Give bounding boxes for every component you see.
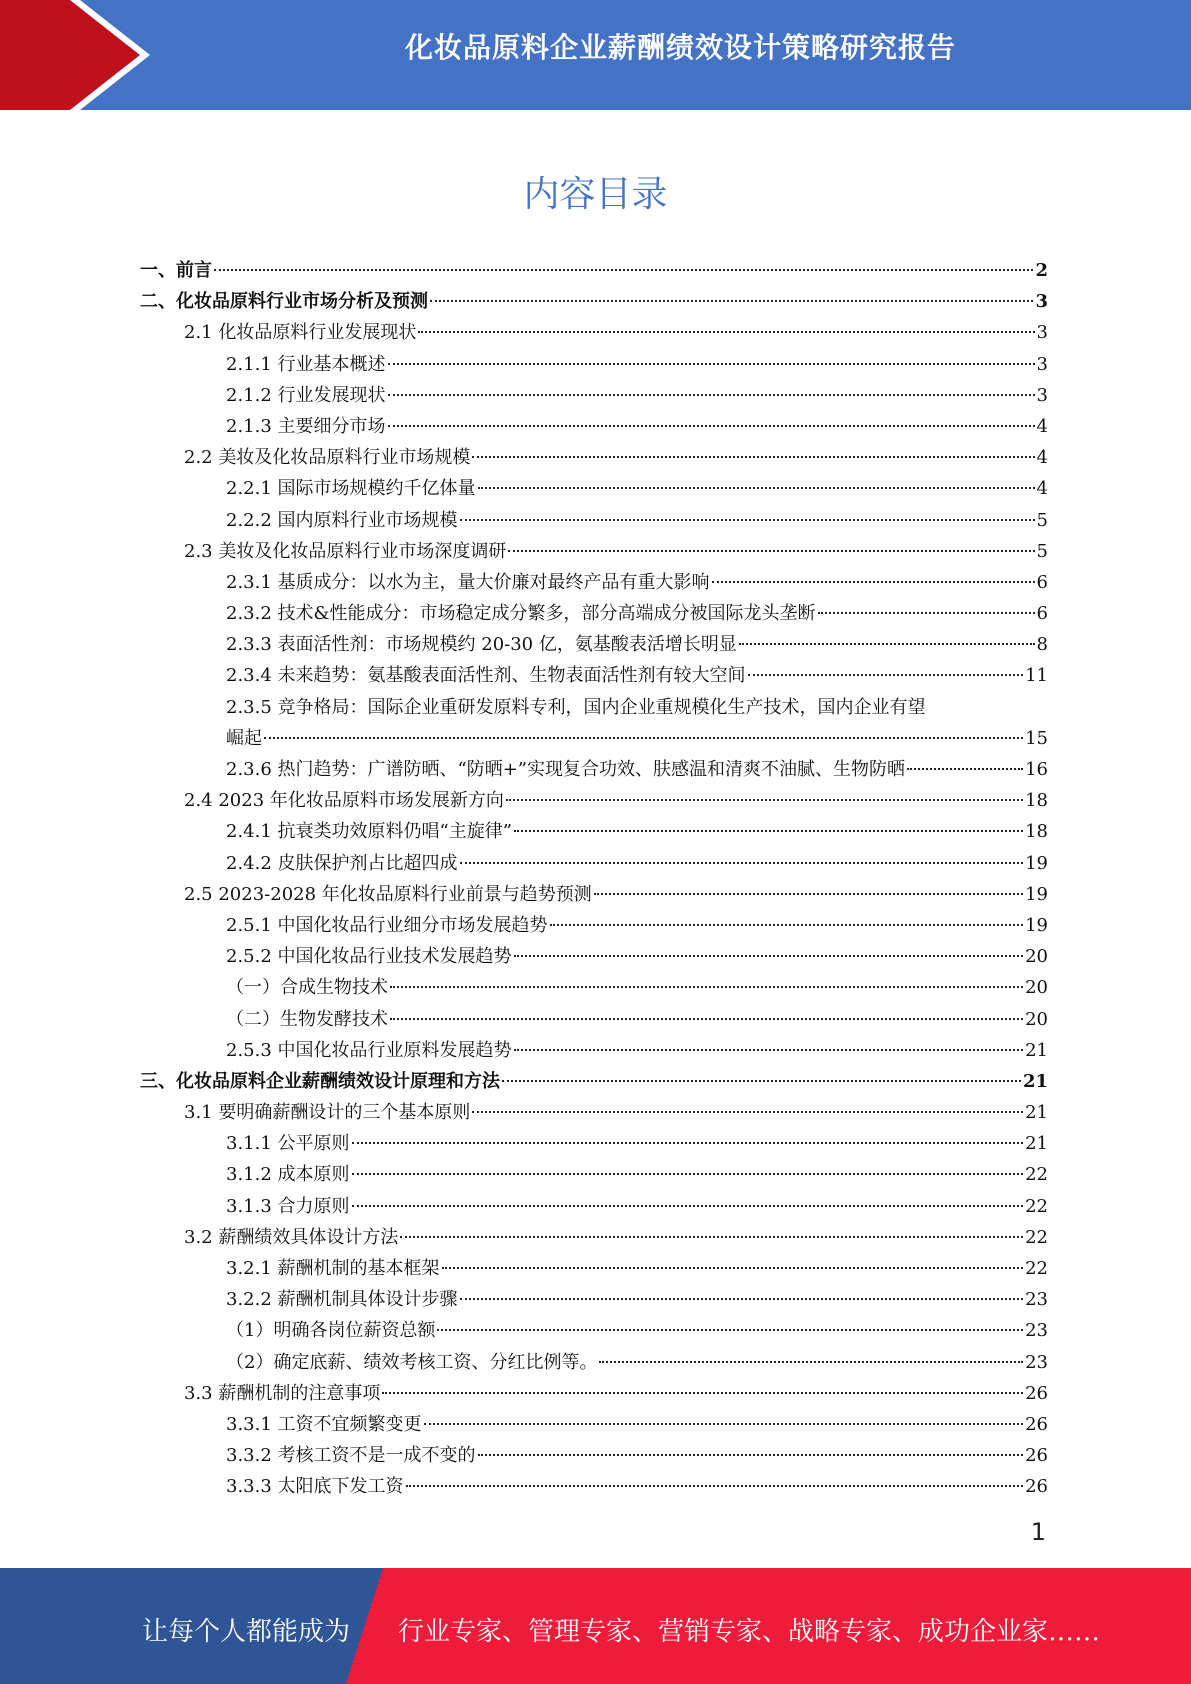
toc-entry-label: 3.3.2 考核工资不是一成不变的 — [226, 1445, 476, 1467]
toc-entry-label: 2.2.2 国内原料行业市场规模 — [226, 509, 458, 531]
toc-entry-page: 16 — [1025, 759, 1048, 780]
dot-leader — [502, 1080, 1021, 1082]
toc-entry-label: 3.1.1 公平原则 — [226, 1133, 350, 1155]
toc-entry-label: 2.1.1 行业基本概述 — [226, 353, 386, 375]
toc-entry[interactable] — [140, 660, 1048, 691]
toc-entry-page: 21 — [1025, 1102, 1048, 1124]
toc-entry-label: 2.5.3 中国化妆品行业原料发展趋势 — [226, 1039, 512, 1061]
toc-entry[interactable] — [140, 1471, 1048, 1502]
toc-entry-page: 23 — [1025, 1289, 1048, 1311]
toc-entry-page: 20 — [1025, 977, 1048, 999]
toc-entry[interactable] — [140, 255, 1048, 286]
toc-entry[interactable] — [140, 286, 1048, 317]
toc-entry[interactable] — [140, 848, 1048, 879]
toc-entry-label: 2.3.1 基质成分：以水为主，量大价廉对最终产品有重大影响 — [226, 571, 710, 593]
toc-entry[interactable] — [140, 1253, 1048, 1284]
dot-leader — [390, 1018, 1023, 1020]
dot-leader — [442, 1267, 1024, 1269]
toc-entry[interactable] — [140, 1222, 1048, 1253]
toc-entry[interactable] — [140, 785, 1048, 816]
dot-leader — [472, 1111, 1023, 1113]
toc-entry-label: 一、前言 — [140, 260, 212, 281]
dot-leader — [712, 581, 1035, 583]
toc-entry-label: 2.1 化妆品原料行业发展现状 — [184, 322, 417, 344]
toc-entry-page: 22 — [1025, 1226, 1048, 1248]
toc-entry-page: 18 — [1025, 821, 1048, 843]
dot-leader — [352, 1205, 1024, 1207]
dot-leader — [514, 830, 1023, 832]
toc-entry[interactable] — [140, 1284, 1048, 1315]
toc-entry-page: 23 — [1025, 1351, 1048, 1373]
toc-entry-label: 2.4.2 皮肤保护剂占比超四成 — [226, 852, 458, 874]
dot-leader — [506, 799, 1023, 801]
dot-leader — [214, 269, 1033, 271]
toc-entry-label: 2.2.1 国际市场规模约千亿体量 — [226, 478, 476, 500]
toc-entry[interactable] — [140, 723, 1048, 754]
dot-leader — [390, 986, 1023, 988]
header-banner — [0, 0, 1191, 110]
toc-entry-label: 2.3 美妆及化妆品原料行业市场深度调研 — [184, 540, 507, 562]
toc-entry[interactable] — [140, 380, 1048, 411]
toc-entry-page: 22 — [1025, 1258, 1048, 1279]
toc-entry-page: 19 — [1025, 883, 1048, 905]
toc-entry-label: 3.1 要明确薪酬设计的三个基本原则 — [184, 1102, 471, 1124]
toc-entry-label: 二、化妆品原料行业市场分析及预测 — [140, 291, 428, 313]
toc-entry-label: 3.2.2 薪酬机制具体设计步骤 — [226, 1289, 458, 1311]
dot-leader — [352, 1173, 1024, 1175]
toc-entry[interactable] — [140, 754, 1048, 785]
toc-entry-label: 三、化妆品原料企业薪酬绩效设计原理和方法 — [140, 1070, 500, 1092]
dot-leader — [460, 1298, 1024, 1300]
toc-entry-page: 19 — [1025, 914, 1048, 936]
toc-entry-label: 2.2 美妆及化妆品原料行业市场规模 — [184, 447, 471, 469]
toc-entry-label: 2.5 2023-2028 年化妆品原料行业前景与趋势预测 — [184, 883, 592, 905]
toc-entry-page: 8 — [1036, 634, 1048, 656]
dot-leader — [599, 1361, 1023, 1363]
toc-entry[interactable] — [140, 473, 1048, 504]
toc-entry[interactable] — [140, 1004, 1048, 1035]
dot-leader — [418, 331, 1034, 333]
toc-entry[interactable] — [140, 442, 1048, 473]
toc-entry[interactable] — [140, 1066, 1048, 1097]
dot-leader — [472, 456, 1034, 458]
toc-entry[interactable] — [140, 1159, 1048, 1190]
toc-entry-label: 3.2.1 薪酬机制的基本框架 — [226, 1258, 440, 1279]
dot-leader — [514, 1049, 1024, 1051]
toc-entry-label: 2.3.3 表面活性剂：市场规模约 20-30 亿，氨基酸表活增长明显 — [226, 634, 737, 656]
toc-entry-page: 21 — [1022, 1070, 1048, 1092]
toc-entry[interactable] — [140, 941, 1048, 972]
dot-leader — [748, 674, 1024, 676]
table-of-contents — [140, 255, 1048, 1503]
toc-entry-label: 3.2 薪酬绩效具体设计方法 — [184, 1226, 399, 1248]
toc-entry[interactable] — [140, 567, 1048, 598]
page-number: 1 — [1030, 1518, 1046, 1546]
toc-entry-page: 19 — [1025, 852, 1048, 874]
toc-entry-page: 22 — [1025, 1195, 1048, 1217]
toc-entry[interactable] — [140, 1097, 1048, 1128]
toc-entry[interactable] — [140, 629, 1048, 660]
toc-entry-page: 5 — [1036, 509, 1048, 531]
toc-entry-page: 3 — [1036, 322, 1048, 344]
toc-entry-line[interactable]: 2.3.5 竞争格局：国际企业重研发原料专利，国内企业重规模化生产技术，国内企业有望 — [226, 696, 926, 718]
toc-entry-label: 3.3.1 工资不宜频繁变更 — [226, 1413, 422, 1435]
dot-leader — [514, 955, 1024, 957]
toc-entry[interactable] — [140, 1440, 1048, 1471]
toc-entry[interactable] — [140, 1315, 1048, 1346]
toc-entry-page: 22 — [1025, 1164, 1048, 1186]
toc-entry-page: 20 — [1025, 1008, 1048, 1030]
toc-entry-label: （一）合成生物技术 — [226, 977, 388, 999]
dot-leader — [388, 425, 1035, 427]
dot-leader — [818, 612, 1035, 614]
toc-entry-page: 26 — [1025, 1413, 1048, 1435]
dot-leader — [460, 862, 1024, 864]
toc-entry-label: 2.4 2023 年化妆品原料市场发展新方向 — [184, 790, 504, 812]
toc-entry[interactable] — [140, 910, 1048, 941]
toc-entry-label: 2.3.4 未来趋势：氨基酸表面活性剂、生物表面活性剂有较大空间 — [226, 665, 746, 687]
toc-entry-page: 6 — [1036, 603, 1048, 625]
toc-entry[interactable] — [140, 598, 1048, 629]
report-title: 化妆品原料企业薪酬绩效设计策略研究报告 — [404, 31, 956, 64]
footer-slogan-left: 让每个人都能成为 — [142, 1617, 351, 1647]
toc-entry-page: 23 — [1025, 1320, 1048, 1342]
toc-entry[interactable] — [140, 1347, 1048, 1378]
toc-entry[interactable] — [140, 1409, 1048, 1440]
toc-entry-label: 2.5.2 中国化妆品行业技术发展趋势 — [226, 946, 512, 968]
toc-entry-page: 4 — [1036, 447, 1048, 469]
dot-leader — [430, 300, 1033, 302]
toc-entry-page: 5 — [1036, 540, 1048, 562]
dot-leader — [388, 394, 1035, 396]
toc-entry[interactable] — [140, 536, 1048, 567]
toc-entry[interactable] — [140, 505, 1048, 536]
toc-entry-label: 2.1.3 主要细分市场 — [226, 415, 386, 437]
toc-entry-label: 2.3.2 技术&性能成分：市场稳定成分繁多，部分高端成分被国际龙头垄断 — [226, 603, 816, 625]
dot-leader — [400, 1236, 1023, 1238]
toc-entry-label: 3.1.2 成本原则 — [226, 1164, 350, 1186]
toc-entry-label: （1）明确各岗位薪资总额 — [226, 1320, 436, 1342]
toc-entry-page: 15 — [1025, 727, 1048, 749]
toc-entry-label: 3.1.3 合力原则 — [226, 1195, 350, 1217]
toc-entry[interactable] — [140, 1191, 1048, 1222]
toc-entry-label: （二）生物发酵技术 — [226, 1008, 388, 1030]
header-arrow-decoration — [0, 0, 150, 110]
toc-entry[interactable] — [140, 816, 1048, 847]
toc-entry-page: 3 — [1035, 291, 1048, 313]
dot-leader — [739, 643, 1035, 645]
toc-entry-label: 2.5.1 中国化妆品行业细分市场发展趋势 — [226, 914, 548, 936]
dot-leader — [594, 893, 1023, 895]
dot-leader — [388, 363, 1035, 365]
toc-entry-label: 3.3 薪酬机制的注意事项 — [184, 1382, 381, 1404]
toc-entry-page: 26 — [1025, 1476, 1048, 1498]
toc-entry-page: 6 — [1036, 571, 1048, 593]
toc-entry[interactable] — [140, 349, 1048, 380]
dot-leader — [907, 768, 1023, 770]
toc-entry[interactable] — [140, 1035, 1048, 1066]
toc-entry[interactable] — [140, 879, 1048, 910]
dot-leader — [352, 1142, 1024, 1144]
dot-leader — [437, 1329, 1023, 1331]
dot-leader — [478, 487, 1035, 489]
toc-entry[interactable] — [140, 411, 1048, 442]
toc-entry-page: 3 — [1036, 384, 1048, 406]
toc-entry-page: 3 — [1036, 353, 1048, 375]
toc-entry-page: 26 — [1025, 1445, 1048, 1467]
toc-entry-label: 2.1.2 行业发展现状 — [226, 384, 386, 406]
toc-heading: 内容目录 — [523, 174, 668, 215]
toc-entry-page: 4 — [1036, 478, 1048, 500]
toc-entry-page: 21 — [1025, 1133, 1048, 1155]
toc-entry-page: 20 — [1025, 946, 1048, 968]
dot-leader — [264, 737, 1023, 739]
toc-entry-page: 26 — [1025, 1382, 1048, 1404]
toc-entry[interactable] — [140, 972, 1048, 1003]
toc-entry-page: 4 — [1036, 415, 1048, 437]
toc-entry[interactable] — [140, 1378, 1048, 1409]
toc-entry-page: 2 — [1035, 260, 1048, 281]
toc-entry-label: 2.4.1 抗衰类功效原料仍唱“主旋律” — [226, 821, 512, 843]
toc-entry-page: 11 — [1025, 665, 1048, 687]
dot-leader — [550, 924, 1024, 926]
dot-leader — [382, 1392, 1023, 1394]
dot-leader — [406, 1485, 1024, 1487]
dot-leader — [508, 550, 1034, 552]
toc-entry-page: 21 — [1025, 1039, 1048, 1061]
toc-entry-label: 2.3.6 热门趋势：广谱防晒、“防晒+”实现复合功效、肤感温和清爽不油腻、生物防晒 — [226, 759, 906, 780]
toc-entry[interactable] — [140, 317, 1048, 348]
dot-leader — [478, 1454, 1024, 1456]
toc-entry-page: 18 — [1025, 790, 1048, 812]
dot-leader — [460, 519, 1035, 521]
toc-entry-label: 3.3.3 太阳底下发工资 — [226, 1476, 404, 1498]
toc-entry-label: （2）确定底薪、绩效考核工资、分红比例等。 — [226, 1351, 598, 1373]
footer-slogan-right: 行业专家、管理专家、营销专家、战略专家、成功企业家…… — [398, 1617, 1101, 1647]
dot-leader — [424, 1423, 1024, 1425]
toc-entry-label: 崛起 — [226, 727, 262, 749]
toc-entry[interactable] — [140, 1128, 1048, 1159]
